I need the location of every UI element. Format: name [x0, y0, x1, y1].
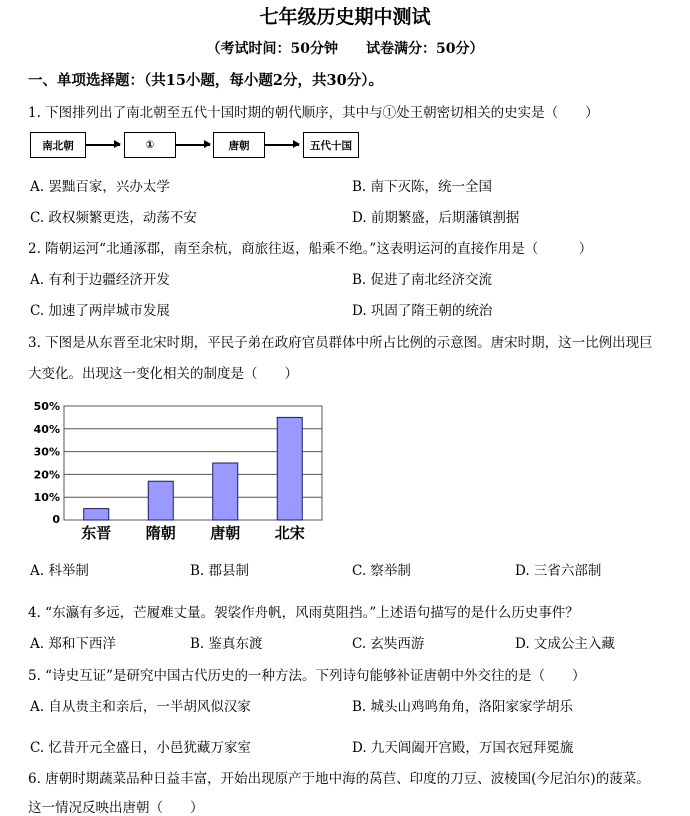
- y-tick-label: 0: [52, 513, 60, 526]
- q2-option-d: D. 巩固了隋王朝的统治: [352, 303, 493, 319]
- q3-stem-line1: 3. 下图是从东晋至北宋时期，平民子弟在政府官员群体中所占比例的示意图。唐宋时期，这一比例出现巨: [28, 335, 653, 351]
- q2-option-a: A. 有利于边疆经济开发: [30, 272, 170, 288]
- q6-stem-line1: 6. 唐朝时期蔬菜品种日益丰富，开始出现原产于地中海的莴苣、印度的刀豆、波棱国(今尼泊尔)的菠菜。: [28, 771, 650, 787]
- flow-box-tang: 唐朝: [213, 132, 265, 158]
- y-tick-label: 30%: [33, 445, 60, 459]
- x-tick-label: 唐朝: [210, 524, 241, 542]
- q5-option-a: A. 自从贵主和亲后，一半胡风似汉家: [30, 699, 251, 715]
- q4-option-c: C. 玄奘西游: [352, 636, 425, 652]
- q1-option-c: C. 政权频繁更迭，动荡不安: [30, 210, 197, 226]
- flow-box-nanbeichao: 南北朝: [30, 132, 86, 158]
- bar-3: [277, 417, 302, 520]
- q2-option-b: B. 促进了南北经济交流: [352, 272, 493, 288]
- q3-option-c: C. 察举制: [352, 563, 411, 579]
- flow-box-blank: ①: [124, 132, 176, 158]
- q4-stem: 4. “东瀛有多远，芒履难丈量。袈裟作舟帆，风雨莫阻挡。”上述语句描写的是什么历史事件？: [28, 605, 579, 621]
- flow-arrow-icon: [176, 144, 210, 146]
- dynasty-flow-diagram: [30, 130, 370, 162]
- exam-info: （考试时间：50分钟 试卷满分：50分）: [206, 41, 484, 57]
- q3-option-b: B. 郡县制: [190, 563, 250, 579]
- bar-1: [148, 481, 173, 520]
- section-heading: 一、单项选择题：（共15小题，每小题2分，共30分）。: [28, 72, 383, 89]
- flow-arrow-icon: [86, 144, 120, 146]
- q1-option-a: A. 罢黜百家，兴办太学: [30, 179, 170, 195]
- y-tick-label: 50%: [33, 400, 60, 413]
- officials-ratio-bar-chart: [30, 396, 330, 546]
- bar-2: [213, 463, 238, 520]
- x-tick-label: 北宋: [274, 524, 305, 542]
- bar-0: [84, 509, 109, 520]
- y-tick-label: 40%: [33, 422, 60, 436]
- q2-option-c: C. 加速了两岸城市发展: [30, 303, 170, 319]
- q1-option-b: B. 南下灭陈，统一全国: [352, 179, 493, 195]
- q6-stem-line2: 这一情况反映出唐朝（ ）: [28, 800, 204, 816]
- q5-option-b: B. 城头山鸡鸣角角，洛阳家家学胡乐: [352, 699, 574, 715]
- flow-arrow-icon: [265, 144, 299, 146]
- q5-stem: 5. “诗史互证”是研究中国古代历史的一种方法。下列诗句能够补证唐朝中外交往的是（ ）: [28, 668, 586, 684]
- q4-option-a: A. 郑和下西洋: [30, 636, 116, 652]
- x-tick-label: 东晋: [81, 524, 112, 542]
- q3-option-d: D. 三省六部制: [515, 563, 602, 579]
- q3-stem-line2: 大变化。出现这一变化相关的制度是（ ）: [28, 366, 298, 382]
- q4-option-b: B. 鉴真东渡: [190, 636, 263, 652]
- y-tick-label: 10%: [33, 491, 60, 505]
- q4-option-d: D. 文成公主入藏: [515, 636, 615, 652]
- q3-option-a: A. 科举制: [30, 563, 89, 579]
- q5-option-d: D. 九天阊阖开宫殿，万国衣冠拜冕旒: [352, 740, 574, 756]
- x-tick-label: 隋朝: [145, 524, 176, 542]
- page-title: 七年级历史期中测试: [259, 6, 431, 28]
- q1-option-d: D. 前期繁盛，后期藩镇割据: [352, 210, 520, 226]
- q2-stem: 2. 隋朝运河“北通涿郡，南至余杭，商旅往返，船乘不绝。”这表明运河的直接作用是（ ）: [28, 241, 593, 257]
- flow-box-wudai: 五代十国: [303, 132, 359, 158]
- q5-option-c: C. 忆昔开元全盛日，小邑犹藏万家室: [30, 740, 251, 756]
- y-tick-label: 20%: [33, 468, 60, 482]
- q1-stem: 1. 下图排列出了南北朝至五代十国时期的朝代顺序，其中与①处王朝密切相关的史实是（ ）: [28, 105, 599, 121]
